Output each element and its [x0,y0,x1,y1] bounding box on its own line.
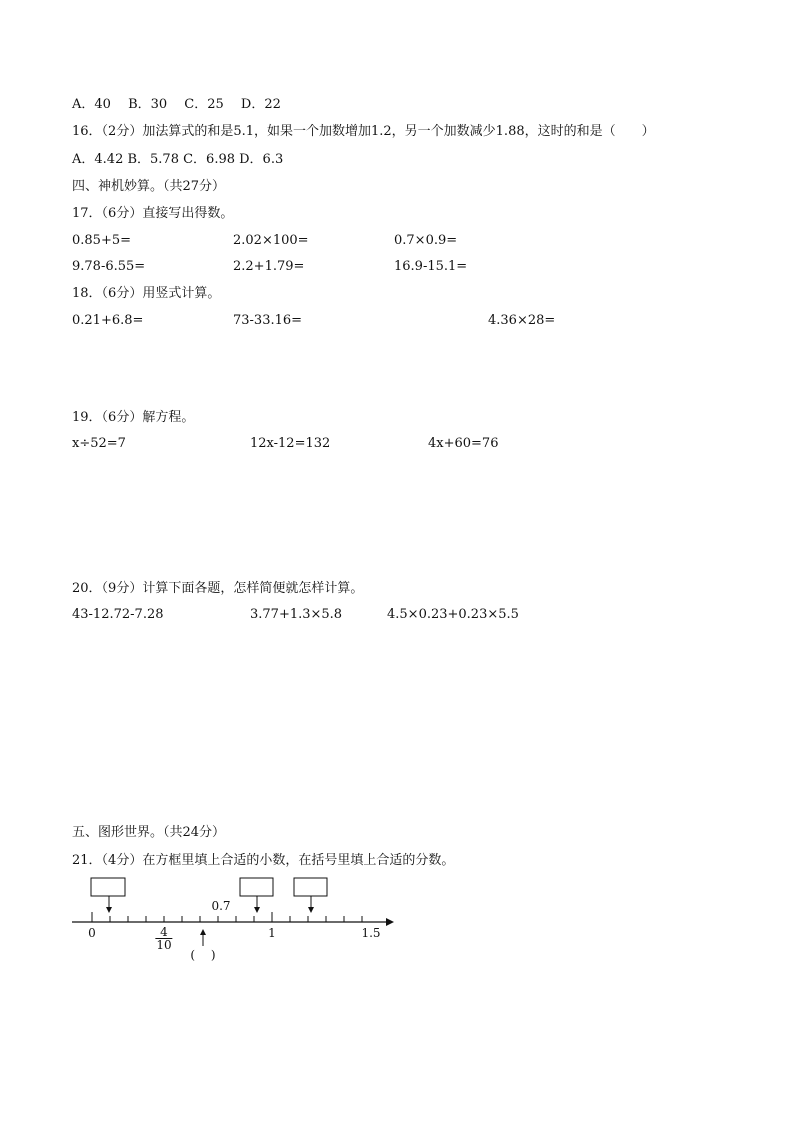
q16-options: A．4.42 B．5.78 C．6.98 D．6.3 [72,152,284,167]
q18-item-1: 0.21+6.8= [72,313,144,328]
q19-item-2: 12x-12=132 [250,436,331,451]
q17-item-6: 16.9-15.1= [394,259,468,274]
q20-stem: 20．（9分）计算下面各题，怎样简便就怎样计算。 [72,581,364,596]
q17-stem: 17．（6分）直接写出得数。 [72,206,234,221]
q18-item-2: 73-33.16= [233,313,303,328]
label-one-point-five: 1.5 [361,926,381,940]
fraction-numerator: 4 [160,925,168,939]
q16-stem: 16．（2分）加法算式的和是5.1，如果一个加数增加1.2，另一个加数减少1.88，这时的和是（ ） [72,124,655,139]
number-line-ticks [92,912,362,922]
down-arrowhead-1 [106,907,112,913]
q17-item-5: 2.2+1.79= [233,259,305,274]
q19-stem: 19．（6分）解方程。 [72,410,195,425]
down-arrowhead-2 [254,907,260,913]
label-one: 1 [268,926,276,940]
number-line-figure [60,870,420,970]
q19-item-1: x÷52=7 [72,436,126,451]
q20-item-2: 3.77+1.3×5.8 [250,607,343,622]
q21-stem: 21．（4分）在方框里填上合适的小数，在括号里填上合适的分数。 [72,853,455,868]
number-line-svg [60,870,420,970]
answer-paren[interactable]: ( ) [190,948,216,962]
q17-item-3: 0.7×0.9= [394,233,458,248]
answer-box-1[interactable] [91,878,125,896]
q15-options: A．40 B．30 C．25 D．22 [72,97,281,112]
down-arrowhead-3 [308,907,314,913]
answer-box-3[interactable] [294,878,327,896]
fraction-four-tenths [155,926,172,951]
q18-item-3: 4.36×28= [488,313,556,328]
up-arrowhead [200,929,206,935]
axis-arrowhead [386,918,394,926]
answer-box-2[interactable] [240,878,273,896]
section-5-title: 五、图形世界。（共24分） [72,825,226,840]
q17-item-4: 9.78-6.55= [72,259,146,274]
label-point-seven: 0.7 [211,899,231,913]
section-4-title: 四、神机妙算。（共27分） [72,179,226,194]
q17-item-1: 0.85+5= [72,233,132,248]
q20-item-1: 43-12.72-7.28 [72,607,164,622]
q17-item-2: 2.02×100= [233,233,309,248]
fraction-denominator: 10 [156,938,172,952]
q19-item-3: 4x+60=76 [428,436,499,451]
q18-stem: 18．（6分）用竖式计算。 [72,286,221,301]
label-zero: 0 [88,926,96,940]
q20-item-3: 4.5×0.23+0.23×5.5 [387,607,519,622]
